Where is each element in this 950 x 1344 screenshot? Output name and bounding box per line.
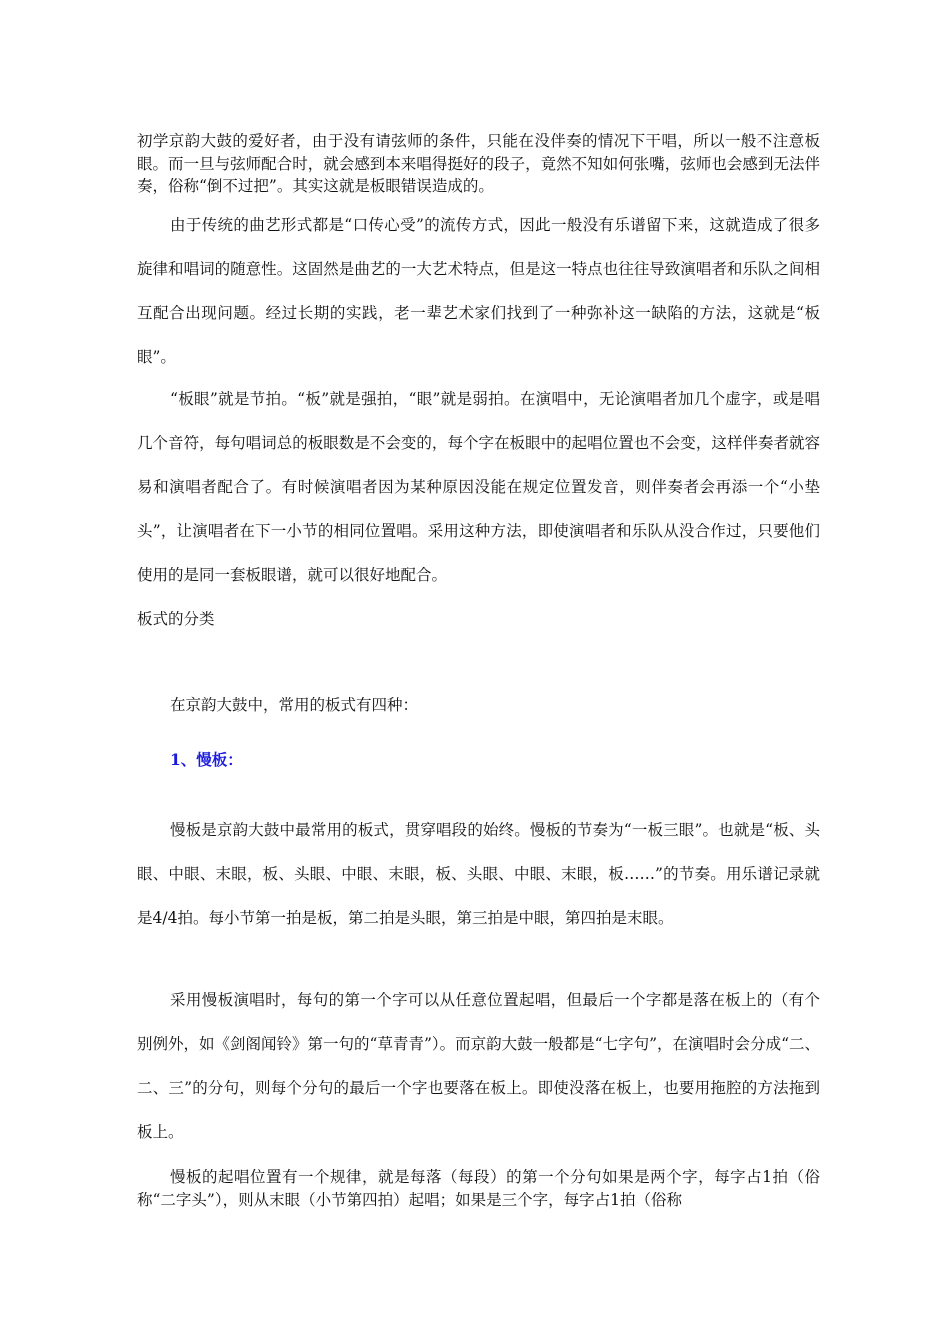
paragraph-manban-singing: 采用慢板演唱时，每句的第一个字可以从任意位置起唱，但最后一个字都是落在板上的（有个别例外，如《剑阁闻铃》第一句的“草青青”）。而京韵大鼓一般都是“七字句”，在演唱时会分成“二、二、三”的分句，则每个分句的最后一个字也要落在板上。即使没落在板上，也要用拖腔的方法拖到板上。 bbox=[137, 991, 820, 1141]
paragraph-banyan-definition: “板眼”就是节拍。“板”就是强拍，“眼”就是弱拍。在演唱中，无论演唱者加几个虚字，或是唱几个音符，每句唱词总的板眼数是不会变的，每个字在板眼中的起唱位置也不会变，这样伴奏者就容易和演唱者配合了。有时候演唱者因为某种原因没能在规定位置发音，则伴奏者会再添一个“小垫头”，让演唱者在下一小节的相同位置唱。采用这种方法，即使演唱者和乐队从没合作过，只要他们使用的是同一套板眼谱，就可以很好地配合。 bbox=[137, 390, 820, 584]
paragraph-origin: 由于传统的曲艺形式都是“口传心受”的流传方式，因此一般没有乐谱留下来，这就造成了很多旋律和唱词的随意性。这固然是曲艺的一大艺术特点，但是这一特点也往往导致演唱者和乐队之间相互配合出现问题。经过长期的实践，老一辈艺术家们找到了一种弥补这一缺陷的方法，这就是“板眼”。 bbox=[137, 216, 820, 366]
paragraph-four-types: 在京韵大鼓中，常用的板式有四种： bbox=[170, 696, 419, 714]
section-heading: 板式的分类 bbox=[137, 610, 215, 628]
paragraph-manban-intro: 慢板是京韵大鼓中最常用的板式，贯穿唱段的始终。慢板的节奏为“一板三眼”。也就是“板、头眼、中眼、末眼，板、头眼、中眼、末眼，板、头眼、中眼、末眼，板……”的节奏。用乐谱记录就是4/4拍。每小节第一拍是板，第二拍是头眼，第三拍是中眼，第四拍是末眼。 bbox=[137, 821, 820, 927]
paragraph-manban-start: 慢板的起唱位置有一个规律，就是每落（每段）的第一个分句如果是两个字，每字占1拍（俗称“二字头”），则从末眼（小节第四拍）起唱；如果是三个字，每字占1拍（俗称 bbox=[137, 1168, 820, 1209]
paragraph-intro: 初学京韵大鼓的爱好者，由于没有请弦师的条件，只能在没伴奏的情况下干唱，所以一般不注意板眼。而一旦与弦师配合时，就会感到本来唱得挺好的段子，竟然不知如何张嘴，弦师也会感到无法伴奏，俗称“倒不过把”。其实这就是板眼错误造成的。 bbox=[137, 132, 820, 195]
subheading-manban: 1、慢板： bbox=[170, 750, 243, 769]
